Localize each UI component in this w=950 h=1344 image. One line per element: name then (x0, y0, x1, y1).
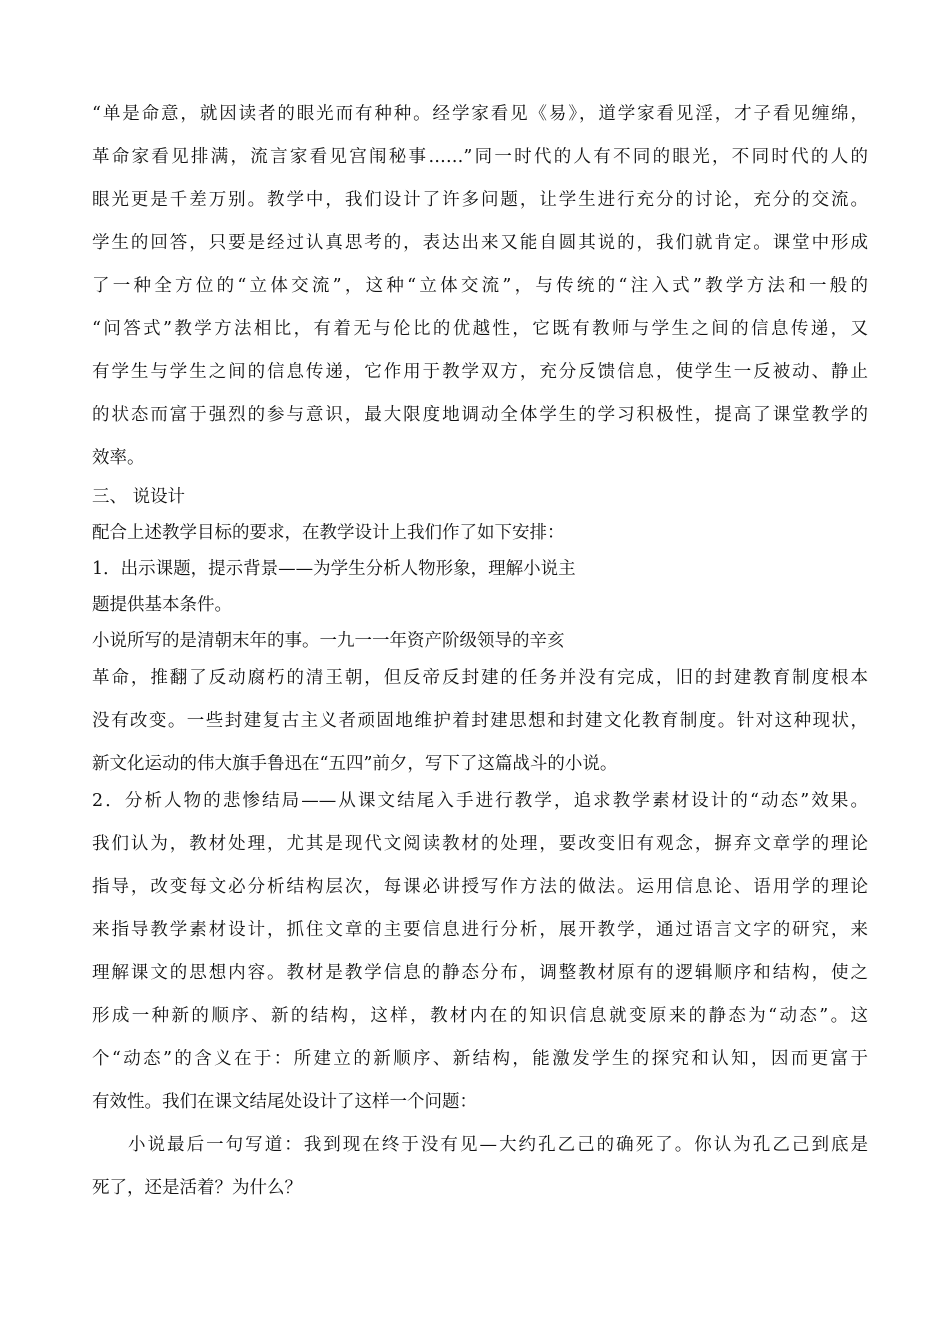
text-line: 个“动态”的含义在于：所建立的新顺序、新结构，能激发学生的探究和认知，因而更富于 (92, 1049, 868, 1069)
list-item-heading: 1．出示课题，提示背景——为学生分析人物形象，理解小说主 (92, 559, 576, 579)
text-line: 眼光更是千差万别。教学中，我们设计了许多问题，让学生进行充分的讨论，充分的交流。 (92, 190, 868, 210)
text-line: 配合上述教学目标的要求，在教学设计上我们作了如下安排： (92, 523, 565, 543)
text-line: 学生的回答，只要是经过认真思考的，表达出来又能自圆其说的，我们就肯定。课堂中形成 (92, 233, 868, 253)
text-line: 有效性。我们在课文结尾处设计了这样一个问题： (92, 1092, 477, 1112)
text-line: 来指导教学素材设计，抓住文章的主要信息进行分析，展开教学，通过语言文字的研究，来 (92, 920, 868, 940)
text-line: 题提供基本条件。 (92, 595, 232, 615)
list-item-heading: 2．分析人物的悲惨结局——从课文结尾入手进行教学，追求教学素材设计的“动态”效果。 (92, 791, 868, 811)
question-line: 小说最后一句写道：我到现在终于没有见—大约孔乙己的确死了。你认为孔乙己到底是 (128, 1135, 868, 1155)
text-line: 没有改变。一些封建复古主义者顽固地维护着封建思想和封建文化教育制度。针对这种现状， (92, 711, 868, 731)
text-line: 效率。 (92, 448, 145, 468)
text-line: 的状态而富于强烈的参与意识，最大限度地调动全体学生的学习积极性，提高了课堂教学的 (92, 405, 868, 425)
text-line: “单是命意，就因读者的眼光而有种种。经学家看见《易》，道学家看见淫，才子看见缠绵， (92, 104, 868, 124)
text-line: 理解课文的思想内容。教材是教学信息的静态分布，调整教材原有的逻辑顺序和结构，使之 (92, 963, 868, 983)
text-line: 指导，改变每文必分析结构层次，每课必讲授写作方法的做法。运用信息论、语用学的理论 (92, 877, 868, 897)
text-line: 新文化运动的伟大旗手鲁迅在“五四”前夕，写下了这篇战斗的小说。 (92, 754, 618, 774)
section-heading: 三、 说设计 (92, 487, 186, 507)
text-line: 了一种全方位的“立体交流”，这种“立体交流”，与传统的“注入式”教学方法和一般的 (92, 276, 868, 296)
text-line: 我们认为，教材处理，尤其是现代文阅读教材的处理，要改变旧有观念，摒弃文章学的理论 (92, 834, 868, 854)
text-line: 有学生与学生之间的信息传递，它作用于教学双方，充分反馈信息，使学生一反被动、静止 (92, 362, 868, 382)
text-line: 形成一种新的顺序、新的结构，这样，教材内在的知识信息就变原来的静态为“动态”。这 (92, 1006, 868, 1026)
text-line: 革命，推翻了反动腐朽的清王朝，但反帝反封建的任务并没有完成，旧的封建教育制度根本 (92, 668, 868, 688)
text-line: 小说所写的是清朝末年的事。一九一一年资产阶级领导的辛亥 (92, 631, 565, 651)
text-line: 革命家看见排满，流言家看见宫闱秘事……”同一时代的人有不同的眼光，不同时代的人的 (92, 147, 868, 167)
text-line: “问答式”教学方法相比，有着无与伦比的优越性，它既有教师与学生之间的信息传递，又 (92, 319, 868, 339)
question-line: 死了，还是活着？为什么？ (92, 1178, 302, 1198)
